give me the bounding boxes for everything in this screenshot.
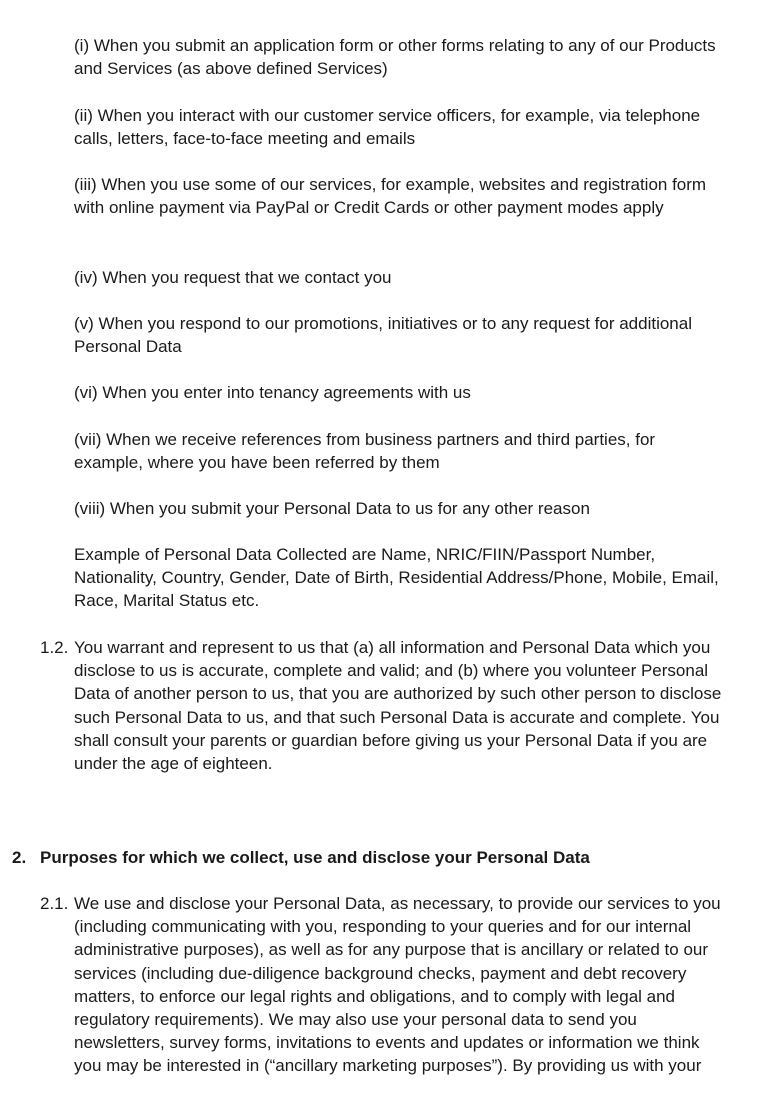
clause-number: 2.1. bbox=[40, 894, 69, 913]
list-item-viii: (viii) When you submit your Personal Data to us for any other reason bbox=[74, 499, 590, 518]
list-item-iii: (iii) When you use some of our services, for example, websites and registration form with online payment via PayPal or Credit Cards or other payment modes apply bbox=[74, 175, 707, 218]
section-title: Purposes for which we collect, use and disclose your Personal Data bbox=[40, 848, 590, 867]
list-item-vi: (vi) When you enter into tenancy agreements with us bbox=[74, 383, 471, 402]
clause-number: 1.2. bbox=[40, 638, 69, 657]
section-number: 2. bbox=[12, 848, 27, 867]
clause-text: We use and disclose your Personal Data, as necessary, to provide our services to you (including communicating with you, responding to your queries and for our internal administrative purposes), as well as for any purpose that is ancillary or related to our services (including due-diligence background checks, payment and debt recovery matters, to enforce our legal rights and obligations, and to comply with legal and regulatory requirements). We may also use your personal data to send you newsletters, survey forms, invitations to events and updates or information we think you may be interested in (“ancillary marketing purposes”). By providing us with your bbox=[74, 894, 721, 1076]
list-item-v: (v) When you respond to our promotions, initiatives or to any request for additional Personal Data bbox=[74, 314, 692, 357]
clause-2-1 bbox=[40, 892, 730, 1078]
personal-data-example: Example of Personal Data Collected are Name, NRIC/FIIN/Passport Number, Nationality, Country, Gender, Date of Birth, Residential Address/Phone, Mobile, Email, Race, Marital Status etc. bbox=[74, 545, 719, 611]
clause-text: You warrant and represent to us that (a) all information and Personal Data which you disclose to us is accurate, complete and valid; and (b) where you volunteer Personal Data of another person to us, that you are authorized by such other person to disclose such Personal Data to us, and that such Personal Data is accurate and complete. You shall consult your parents or guardian before giving us your Personal Data if you are under the age of eighteen. bbox=[74, 638, 722, 774]
section-heading-2 bbox=[12, 846, 752, 869]
clause-1-2 bbox=[40, 636, 730, 775]
list-item-iv: (iv) When you request that we contact you bbox=[74, 268, 392, 287]
list-item-ii: (ii) When you interact with our customer service officers, for example, via telephone calls, letters, face-to-face meeting and emails bbox=[74, 106, 701, 149]
list-item-i: (i) When you submit an application form or other forms relating to any of our Products and Services (as above defined Services) bbox=[74, 36, 716, 79]
list-item-vii: (vii) When we receive references from business partners and third parties, for example, where you have been referred by them bbox=[74, 430, 656, 473]
